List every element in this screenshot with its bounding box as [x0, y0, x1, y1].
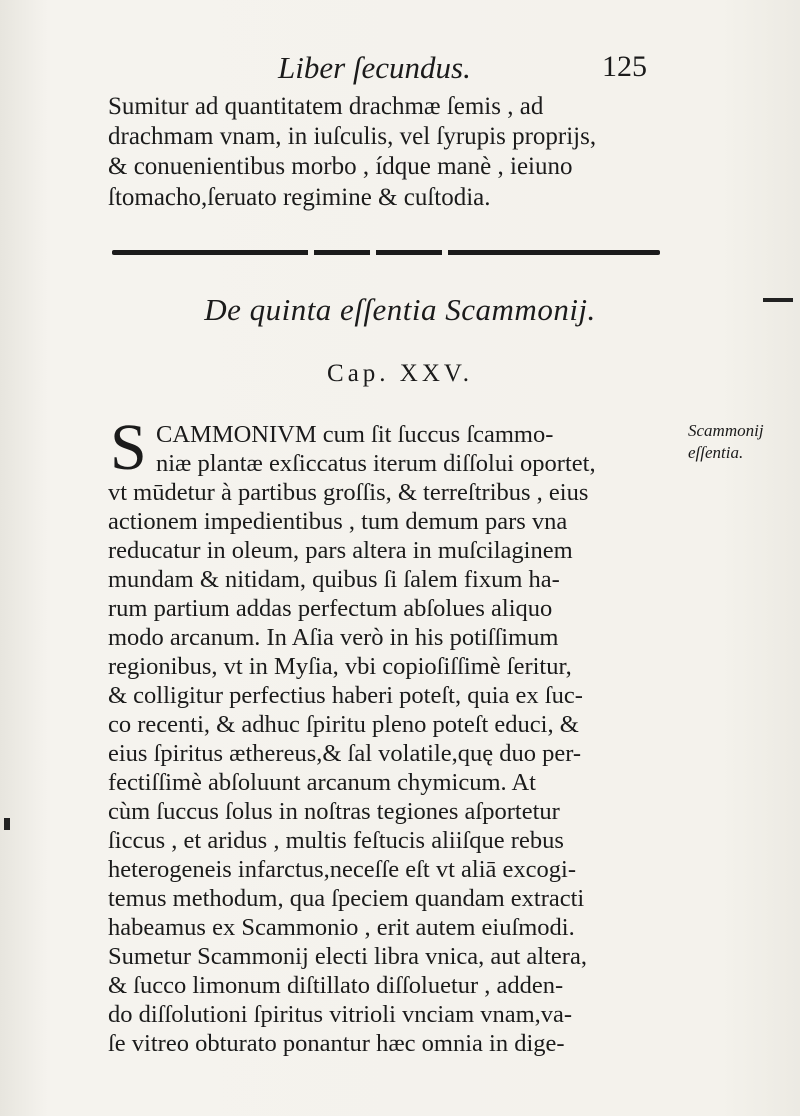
- text-line: rum partium addas perfectum abſolues aliquo: [108, 595, 553, 622]
- text-line: mundam & nitidam, quibus ſi ſalem fixum ha-: [108, 566, 560, 593]
- margin-note: [688, 420, 764, 464]
- text-line: temus methodum, qua ſpeciem quandam extracti: [108, 885, 585, 912]
- text-line: fectiſſimè abſoluunt arcanum chymicum. At: [108, 769, 536, 796]
- text-line: drachmam vnam, in iuſculis, vel ſyrupis proprijs,: [108, 123, 597, 151]
- rule-break: [442, 250, 448, 255]
- text-line: Sumetur Scammonij electi libra vnica, aut altera,: [108, 943, 587, 970]
- ink-mark: [4, 818, 10, 830]
- paragraph-scammony: [108, 411, 688, 1058]
- text-line: regionibus, vt in Myſia, vbi copioſiſſimè ſeritur,: [108, 653, 572, 680]
- text-line: heterogeneis infarctus,neceſſe eſt vt aliā excogi-: [108, 856, 577, 883]
- text-line: do diſſolutioni ſpiritus vitrioli vnciam vnam,va-: [108, 1001, 573, 1028]
- text-line: & conuenientibus morbo , ídque manè , ieiuno: [108, 153, 573, 181]
- text-line: cùm ſuccus ſolus in noſtras tegiones aſportetur: [108, 798, 560, 825]
- section-divider-rule: [112, 250, 660, 255]
- text-line: habeamus ex Scammonio , erit autem eiuſmodi.: [108, 914, 575, 941]
- chapter-number: Cap. XXV.: [327, 360, 473, 387]
- text-line: vt mūdetur à partibus groſſis, & terreſtribus , eius: [108, 479, 589, 506]
- text-line: reducatur in oleum, pars altera in muſcilaginem: [108, 537, 573, 564]
- rule-break: [370, 250, 376, 255]
- text-line: ſtomacho,ſeruato regimine & cuſtodia.: [108, 183, 491, 211]
- text-line: & ſucco limonum diſtillato diſſoluetur , adden-: [108, 972, 564, 999]
- page-number: 125: [602, 50, 647, 83]
- section-title: De quinta eſſentia Scammonij.: [204, 292, 596, 327]
- margin-note-line: eſſentia.: [688, 443, 744, 462]
- rule-break: [308, 250, 314, 255]
- text-line: ſe vitreo obturato ponantur hæc omnia in dige-: [108, 1030, 565, 1057]
- text-line: co recenti, & adhuc ſpiritu pleno poteſt educi, &: [108, 711, 579, 738]
- text-line: CAMMONIVM cum ſit ſuccus ſcammo-: [156, 421, 554, 448]
- running-head-title: Liber ſecundus.: [278, 50, 471, 85]
- drop-cap: S: [110, 411, 147, 484]
- text-line: actionem impedientibus , tum demum pars vna: [108, 508, 568, 535]
- text-line: niæ plantæ exſiccatus iterum diſſolui oportet,: [156, 450, 596, 477]
- text-line: ſiccus , et aridus , multis feſtucis aliiſque rebus: [108, 827, 564, 854]
- text-line: eius ſpiritus æthereus,& ſal volatile,quę duo per-: [108, 740, 582, 767]
- ink-mark: [763, 298, 793, 302]
- margin-note-line: Scammonij: [688, 421, 764, 440]
- text-line: Sumitur ad quantitatem drachmæ ſemis , ad: [108, 93, 544, 120]
- text-line: & colligitur perfectius haberi poteſt, quia ex ſuc-: [108, 682, 583, 709]
- paragraph-dosage: [108, 92, 688, 213]
- text-line: modo arcanum. In Aſia verò in his potiſſimum: [108, 624, 559, 651]
- running-head: [0, 50, 800, 94]
